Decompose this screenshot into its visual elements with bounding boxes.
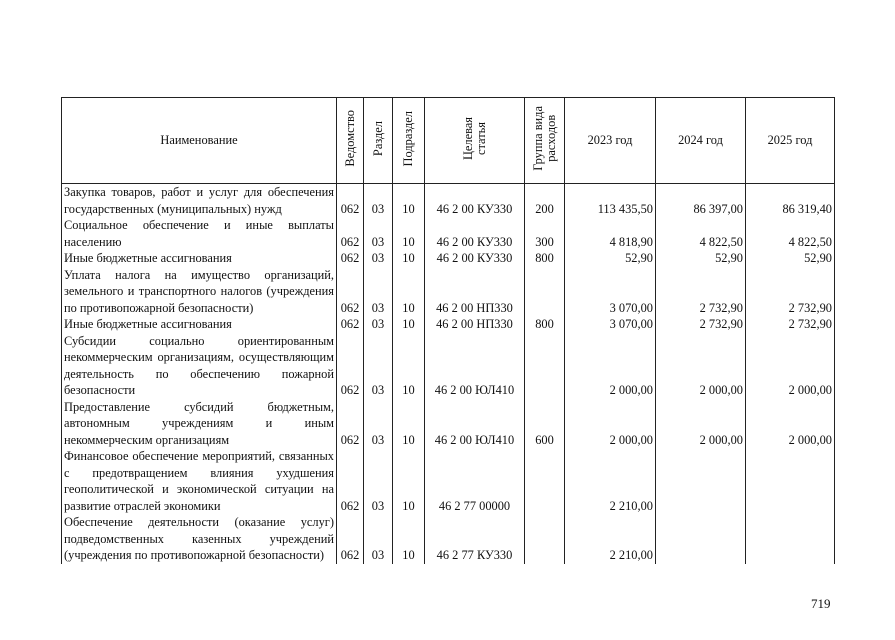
cell-expense-group: 800 [525,316,565,333]
cell-department: 062 [337,399,364,449]
cell-target-article: 46 2 77 00000 [425,448,525,514]
cell-section: 03 [364,267,393,317]
cell-target-article: 46 2 00 ЮЛ410 [425,399,525,449]
cell-department: 062 [337,333,364,399]
cell-subsection: 10 [393,333,425,399]
cell-section: 03 [364,399,393,449]
cell-expense-group: 600 [525,399,565,449]
cell-year-2025: 2 732,90 [746,316,835,333]
header-department: Ведомство [337,98,364,184]
cell-year-2025: 52,90 [746,250,835,267]
cell-subsection: 10 [393,217,425,250]
table-row [62,217,835,250]
cell-year-2024 [656,514,746,564]
cell-year-2024: 86 397,00 [656,184,746,218]
cell-year-2024: 2 000,00 [656,399,746,449]
cell-expense-group [525,514,565,564]
cell-expense-group: 800 [525,250,565,267]
cell-year-2023: 3 070,00 [565,267,656,317]
cell-department: 062 [337,217,364,250]
cell-year-2023: 2 210,00 [565,448,656,514]
cell-department: 062 [337,267,364,317]
cell-year-2025: 86 319,40 [746,184,835,218]
table-row [62,399,835,449]
cell-year-2023: 52,90 [565,250,656,267]
cell-department: 062 [337,184,364,218]
cell-year-2024: 2 000,00 [656,333,746,399]
cell-year-2025: 2 732,90 [746,267,835,317]
cell-target-article: 46 2 77 КУ330 [425,514,525,564]
cell-expense-group [525,333,565,399]
header-name: Наименование [62,98,337,184]
table-row [62,250,835,267]
cell-year-2023: 4 818,90 [565,217,656,250]
cell-target-article: 46 2 00 КУ330 [425,250,525,267]
cell-subsection: 10 [393,514,425,564]
cell-name: Социальное обеспечение и иные выплаты населению [62,217,337,250]
header-expense-group: Группа вида расходов [525,98,565,184]
cell-name: Финансовое обеспечение мероприятий, связанных с предотвращением влияния ухудшения геополитической и экономической ситуации на развитие отраслей экономики [62,448,337,514]
cell-expense-group: 300 [525,217,565,250]
header-row [62,98,835,184]
cell-year-2024: 52,90 [656,250,746,267]
cell-name: Субсидии социально ориентированным некоммерческим организациям, осуществляющим деятельность по обеспечению пожарной безопасности [62,333,337,399]
cell-section: 03 [364,250,393,267]
cell-year-2025 [746,448,835,514]
cell-year-2025 [746,514,835,564]
table-row [62,333,835,399]
cell-subsection: 10 [393,316,425,333]
header-year-2024: 2024 год [656,98,746,184]
cell-section: 03 [364,217,393,250]
cell-year-2024: 2 732,90 [656,267,746,317]
cell-name: Уплата налога на имущество организаций, земельного и транспортного налогов (учреждения по противопожарной безопасности) [62,267,337,317]
cell-department: 062 [337,448,364,514]
cell-year-2025: 4 822,50 [746,217,835,250]
cell-year-2023: 2 210,00 [565,514,656,564]
cell-year-2023: 113 435,50 [565,184,656,218]
cell-expense-group: 200 [525,184,565,218]
cell-name: Обеспечение деятельности (оказание услуг) подведомственных казенных учреждений (учреждения по противопожарной безопасности) [62,514,337,564]
header-target-article: Целевая статья [425,98,525,184]
cell-target-article: 46 2 00 ЮЛ410 [425,333,525,399]
cell-section: 03 [364,448,393,514]
cell-year-2025: 2 000,00 [746,333,835,399]
cell-target-article: 46 2 00 КУ330 [425,184,525,218]
cell-subsection: 10 [393,184,425,218]
cell-year-2025: 2 000,00 [746,399,835,449]
cell-name: Иные бюджетные ассигнования [62,316,337,333]
header-year-2025: 2025 год [746,98,835,184]
table-row [62,514,835,564]
cell-year-2023: 3 070,00 [565,316,656,333]
cell-name: Закупка товаров, работ и услуг для обеспечения государственных (муниципальных) нужд [62,184,337,218]
table-row [62,448,835,514]
cell-subsection: 10 [393,267,425,317]
cell-name: Иные бюджетные ассигнования [62,250,337,267]
cell-year-2024 [656,448,746,514]
header-subsection: Подраздел [393,98,425,184]
cell-target-article: 46 2 00 НП330 [425,316,525,333]
cell-expense-group [525,267,565,317]
cell-year-2024: 2 732,90 [656,316,746,333]
cell-section: 03 [364,184,393,218]
budget-table [61,97,835,564]
cell-department: 062 [337,514,364,564]
cell-year-2023: 2 000,00 [565,333,656,399]
cell-target-article: 46 2 00 КУ330 [425,217,525,250]
cell-target-article: 46 2 00 НП330 [425,267,525,317]
page-number: 719 [811,596,831,611]
header-year-2023: 2023 год [565,98,656,184]
table-row [62,184,835,218]
cell-subsection: 10 [393,399,425,449]
cell-year-2024: 4 822,50 [656,217,746,250]
cell-subsection: 10 [393,448,425,514]
cell-department: 062 [337,250,364,267]
cell-subsection: 10 [393,250,425,267]
table-row [62,316,835,333]
cell-section: 03 [364,316,393,333]
table-row [62,267,835,317]
cell-expense-group [525,448,565,514]
cell-department: 062 [337,316,364,333]
cell-section: 03 [364,514,393,564]
cell-year-2023: 2 000,00 [565,399,656,449]
header-section: Раздел [364,98,393,184]
cell-name: Предоставление субсидий бюджетным, автономным учреждениям и иным некоммерческим организациям [62,399,337,449]
cell-section: 03 [364,333,393,399]
